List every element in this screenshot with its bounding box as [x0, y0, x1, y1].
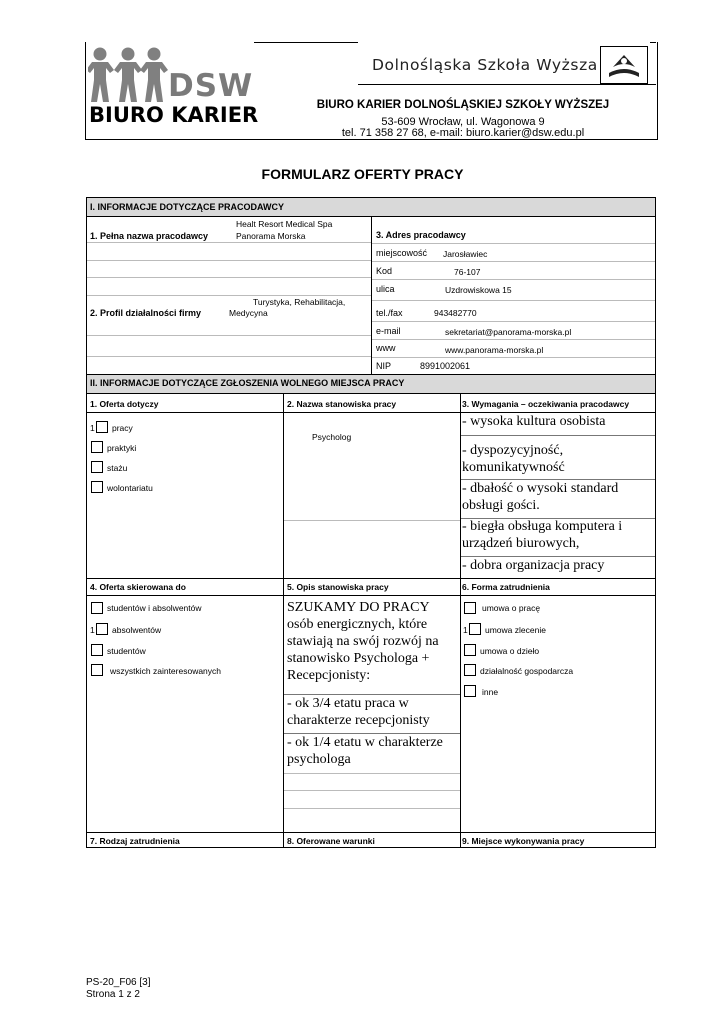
profile-value-line2[interactable]: Medycyna — [229, 308, 268, 318]
target-option-graduates: absolwentów — [112, 625, 162, 635]
col3-header: 3. Wymagania – oczekiwania pracodawcy — [462, 399, 630, 409]
checkbox-employment-mandate[interactable] — [469, 623, 481, 635]
page-number: Strona 1 z 2 — [86, 989, 140, 1000]
checkbox-target-everyone[interactable] — [91, 664, 103, 676]
school-name: Dolnośląska Szkoła Wyższa — [372, 56, 598, 74]
requirement-4[interactable]: - biegła obsługa komputera i urządzeń biurowych, — [462, 519, 623, 551]
full-name-label: 1. Pełna nazwa pracodawcy — [90, 231, 209, 241]
dsw-logo-text: DSW — [168, 68, 254, 104]
position-name-value[interactable]: Psycholog — [312, 432, 352, 442]
field-label-www: www — [376, 343, 396, 353]
field-value-city[interactable]: Jarosławiec — [443, 249, 488, 259]
target-option-students-graduates: studentów i absolwentów — [107, 603, 202, 613]
field-label-email: e-mail — [376, 326, 401, 336]
employment-option-contract: umowa o pracę — [482, 603, 541, 613]
field-label-phone: tel./fax — [376, 308, 403, 318]
description-intro[interactable]: SZUKAMY DO PRACY osób energicznych, które stawiają na swój rozwój na stanowisko Psychologa + Recepcjonisty: — [287, 600, 439, 683]
employment-option-other: inne — [482, 687, 499, 697]
field-value-street[interactable]: Uzdrowiskowa 15 — [445, 285, 512, 295]
checkbox-offer-internship[interactable] — [91, 461, 103, 473]
checkbox-employment-contract[interactable] — [464, 602, 476, 614]
offer-mark: 1 — [90, 423, 95, 433]
requirement-5[interactable]: - dobra organizacja pracy — [462, 558, 605, 573]
full-name-value-line2[interactable]: Panorama Morska — [236, 231, 306, 241]
offer-option-practice: praktyki — [107, 443, 137, 453]
col7-header: 7. Rodzaj zatrudnienia — [90, 836, 180, 846]
target-option-everyone: wszystkich zainteresowanych — [110, 666, 222, 676]
offer-option-work: pracy — [112, 423, 133, 433]
profile-label: 2. Profil działalności firmy — [90, 308, 202, 318]
document-code: PS-20_F06 [3] — [86, 977, 151, 988]
field-label-city: miejscowość — [376, 248, 428, 258]
biuro-karier-logo-text: BIURO KARIER — [89, 103, 259, 127]
offer-option-volunteer: wolontariatu — [107, 483, 153, 493]
description-item-1[interactable]: - ok 3/4 etatu praca w charakterze recepcjonisty — [287, 696, 430, 728]
description-item-2[interactable]: - ok 1/4 etatu w charakterze psychologa — [287, 735, 443, 767]
profile-value-line1[interactable]: Turystyka, Rehabilitacja, — [253, 297, 346, 307]
employment-option-business: działalność gospodarcza — [480, 666, 574, 676]
institution-contact: tel. 71 358 27 68, e-mail: biuro.karier@dsw.edu.pl — [341, 127, 585, 139]
target-option-students: studentów — [107, 646, 146, 656]
field-label-nip: NIP — [376, 361, 392, 371]
requirement-2[interactable]: - dyspozycyjność, komunikatywność — [462, 443, 565, 475]
col8-header: 8. Oferowane warunki — [287, 836, 375, 846]
col1-header: 1. Oferta dotyczy — [90, 399, 159, 409]
target-mark: 1 — [90, 625, 95, 635]
employment-mark: 1 — [463, 625, 468, 635]
people-logo-icon — [88, 46, 168, 106]
school-emblem-icon — [600, 46, 648, 84]
field-value-postcode[interactable]: 76-107 — [454, 267, 481, 277]
institution-name: BIURO KARIER DOLNOŚLĄSKIEJ SZKOŁY WYŻSZEJ — [316, 99, 610, 111]
letterhead-topline-right — [650, 42, 656, 43]
header-divider — [358, 84, 656, 85]
employment-option-mandate: umowa zlecenie — [485, 625, 546, 635]
col5-header: 5. Opis stanowiska pracy — [287, 582, 389, 592]
checkbox-employment-business[interactable] — [464, 664, 476, 676]
field-label-street: ulica — [376, 284, 395, 294]
field-label-postcode: Kod — [376, 266, 393, 276]
col9-header: 9. Miejsce wykonywania pracy — [462, 836, 585, 846]
requirement-1[interactable]: - wysoka kultura osobista — [462, 414, 606, 429]
checkbox-offer-volunteer[interactable] — [91, 481, 103, 493]
letterhead-topline — [254, 42, 358, 43]
checkbox-employment-work[interactable] — [464, 644, 476, 656]
requirement-3[interactable]: - dbałość o wysoki standard obsługi gości. — [462, 481, 619, 513]
address-label: 3. Adres pracodawcy — [376, 230, 466, 240]
institution-address: 53-609 Wrocław, ul. Wagonowa 9 — [381, 116, 545, 128]
offer-option-internship: stażu — [107, 463, 128, 473]
field-value-email[interactable]: sekretariat@panorama-morska.pl — [445, 327, 572, 337]
col4-header: 4. Oferta skierowana do — [90, 582, 186, 592]
col2-header: 2. Nazwa stanowiska pracy — [287, 399, 397, 409]
section2-title: II. INFORMACJE DOTYCZĄCE ZGŁOSZENIA WOLNEGO MIEJSCA PRACY — [90, 378, 405, 388]
col6-header: 6. Forma zatrudnienia — [462, 582, 550, 592]
field-value-www[interactable]: www.panorama-morska.pl — [445, 345, 544, 355]
checkbox-target-students[interactable] — [91, 644, 103, 656]
checkbox-offer-work[interactable] — [96, 421, 108, 433]
checkbox-employment-other[interactable] — [464, 685, 476, 697]
checkbox-target-students-graduates[interactable] — [91, 602, 103, 614]
checkbox-offer-practice[interactable] — [91, 441, 103, 453]
form-title: FORMULARZ OFERTY PRACY — [261, 166, 464, 182]
checkbox-target-graduates[interactable] — [96, 623, 108, 635]
full-name-value-line1[interactable]: Healt Resort Medical Spa — [236, 219, 333, 229]
field-value-phone[interactable]: 943482770 — [434, 308, 477, 318]
section1-title: I. INFORMACJE DOTYCZĄCE PRACODAWCY — [90, 202, 285, 212]
field-value-nip[interactable]: 8991002061 — [420, 361, 471, 371]
employment-option-work: umowa o dzieło — [480, 646, 540, 656]
